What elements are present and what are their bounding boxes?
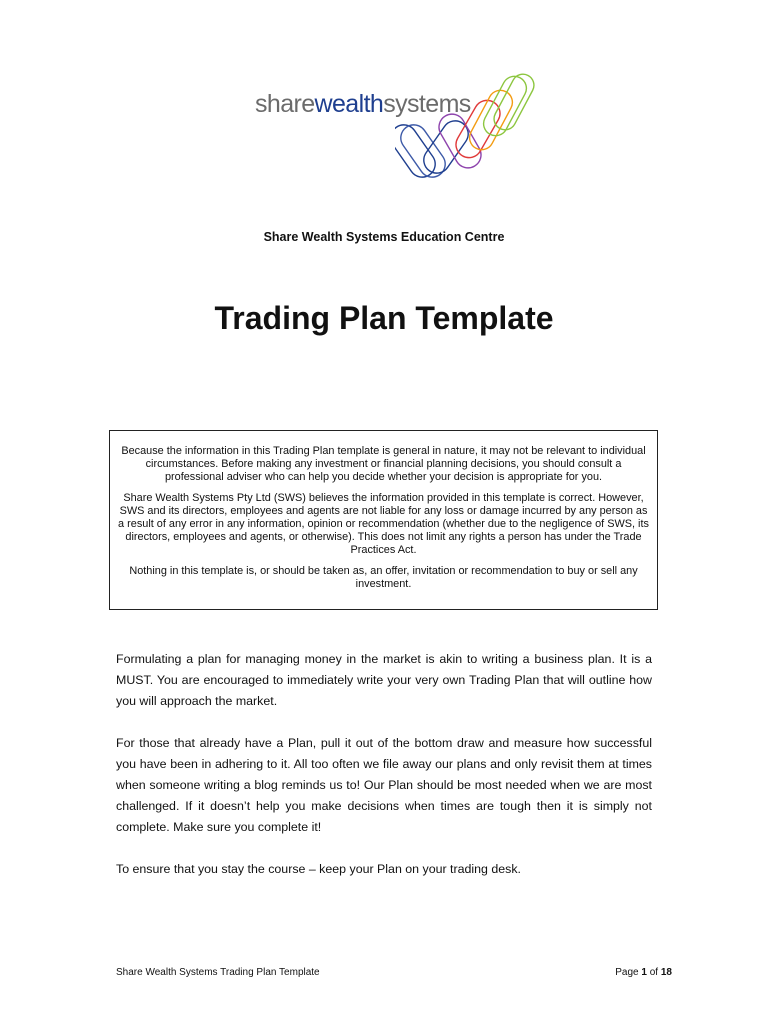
logo-word-wealth: wealth [314,90,384,118]
logo-chain-icon [395,70,535,180]
page-of: of [646,967,661,978]
disclaimer-paragraph-3: Nothing in this template is, or should be taken as, an offer, invitation or recommendation to buy or sell any investment. [129,565,638,591]
page-total: 18 [660,967,672,978]
disclaimer-paragraph-2: Share Wealth Systems Pty Ltd (SWS) believes the information provided in this template is correct. However, SWS and its directors, employees and agents are not liable for any loss or damage incurred by any person as a result of any error in any information, opinion or recommendation (whether due to the negligence of SWS, its directors, employees and agents, or otherwise). This does not limit any rights a person has under the Trade Practices Act. [118,492,649,556]
body-paragraph-3: To ensure that you stay the course – keep your Plan on your trading desk. [116,862,521,876]
document-title: Trading Plan Template [214,300,554,336]
education-centre-heading: Share Wealth Systems Education Centre [263,230,505,244]
footer-page-number [615,967,672,978]
body-paragraph-2: For those that already have a Plan, pull it out of the bottom draw and measure how successful you have been in adhering to it. All too often we file away our plans and only revisit them at times when someone writing a blog reminds us to! Our Plan should be most needed when we are most challenged. If it doesn’t help you make decisions when times are tough then it is simply not complete. Make sure you complete it! [116,736,652,834]
page-prefix: Page [615,967,642,978]
disclaimer-box [109,430,658,610]
page-current: 1 [641,967,647,978]
footer-document-name: Share Wealth Systems Trading Plan Template [116,967,320,978]
logo-word-share: share [255,90,315,118]
logo-word-systems: systems [383,90,471,118]
disclaimer-paragraph-1: Because the information in this Trading Plan template is general in nature, it may not be relevant to individual circumstances. Before making any investment or financial planning decisions, you should consult a professional adviser who can help you decide whether your decision is appropriate for you. [121,445,646,483]
company-logo [255,70,535,180]
body-paragraph-1: Formulating a plan for managing money in the market is akin to writing a business plan. It is a MUST. You are encouraged to immediately write your very own Trading Plan that will outline how you will approach the market. [116,652,652,708]
body-text [116,649,652,901]
